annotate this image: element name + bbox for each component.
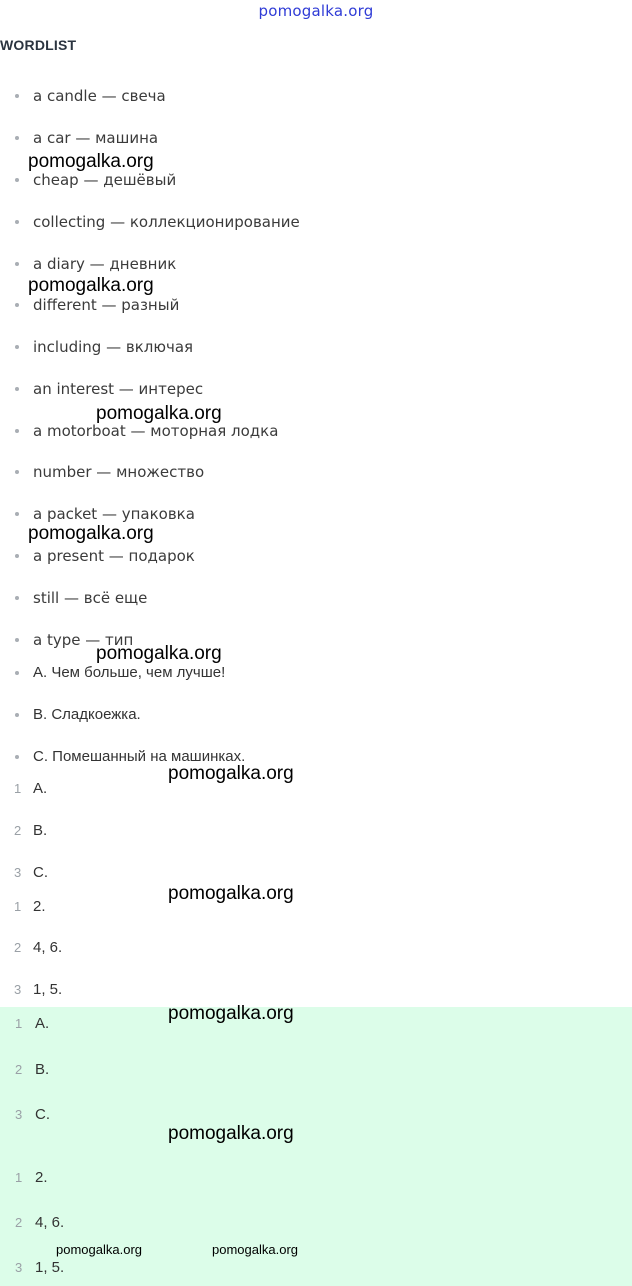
bullet-icon xyxy=(15,262,19,266)
bullet-icon xyxy=(15,94,19,98)
bullet-icon xyxy=(15,755,19,759)
bullet-icon xyxy=(15,596,19,600)
bullet-icon xyxy=(15,512,19,516)
watermark: pomogalka.org xyxy=(168,763,294,784)
watermark: pomogalka.org xyxy=(168,1003,294,1024)
bullet-icon xyxy=(15,671,19,675)
watermark: pomogalka.org xyxy=(168,1123,294,1144)
bullet-icon xyxy=(15,136,19,140)
watermark: pomogalka.org xyxy=(212,1242,298,1257)
watermark: pomogalka.org xyxy=(168,883,294,904)
bullet-icon xyxy=(15,303,19,307)
watermark: pomogalka.org xyxy=(96,403,222,424)
bullet-icon xyxy=(15,713,19,717)
bullet-icon xyxy=(15,345,19,349)
watermark: pomogalka.org xyxy=(28,523,154,544)
watermark: pomogalka.org xyxy=(96,643,222,664)
bullet-icon xyxy=(15,387,19,391)
site-header-link[interactable]: pomogalka.org xyxy=(258,2,374,20)
bullet-icon xyxy=(15,178,19,182)
bullet-icon xyxy=(15,220,19,224)
bullet-icon xyxy=(15,429,19,433)
watermark: pomogalka.org xyxy=(28,275,154,296)
bullet-icon xyxy=(15,554,19,558)
watermark: pomogalka.org xyxy=(28,151,154,172)
bullet-icon xyxy=(15,470,19,474)
watermark: pomogalka.org xyxy=(56,1242,142,1257)
bullet-icon xyxy=(15,638,19,642)
wordlist-heading: WORDLIST xyxy=(0,37,77,53)
